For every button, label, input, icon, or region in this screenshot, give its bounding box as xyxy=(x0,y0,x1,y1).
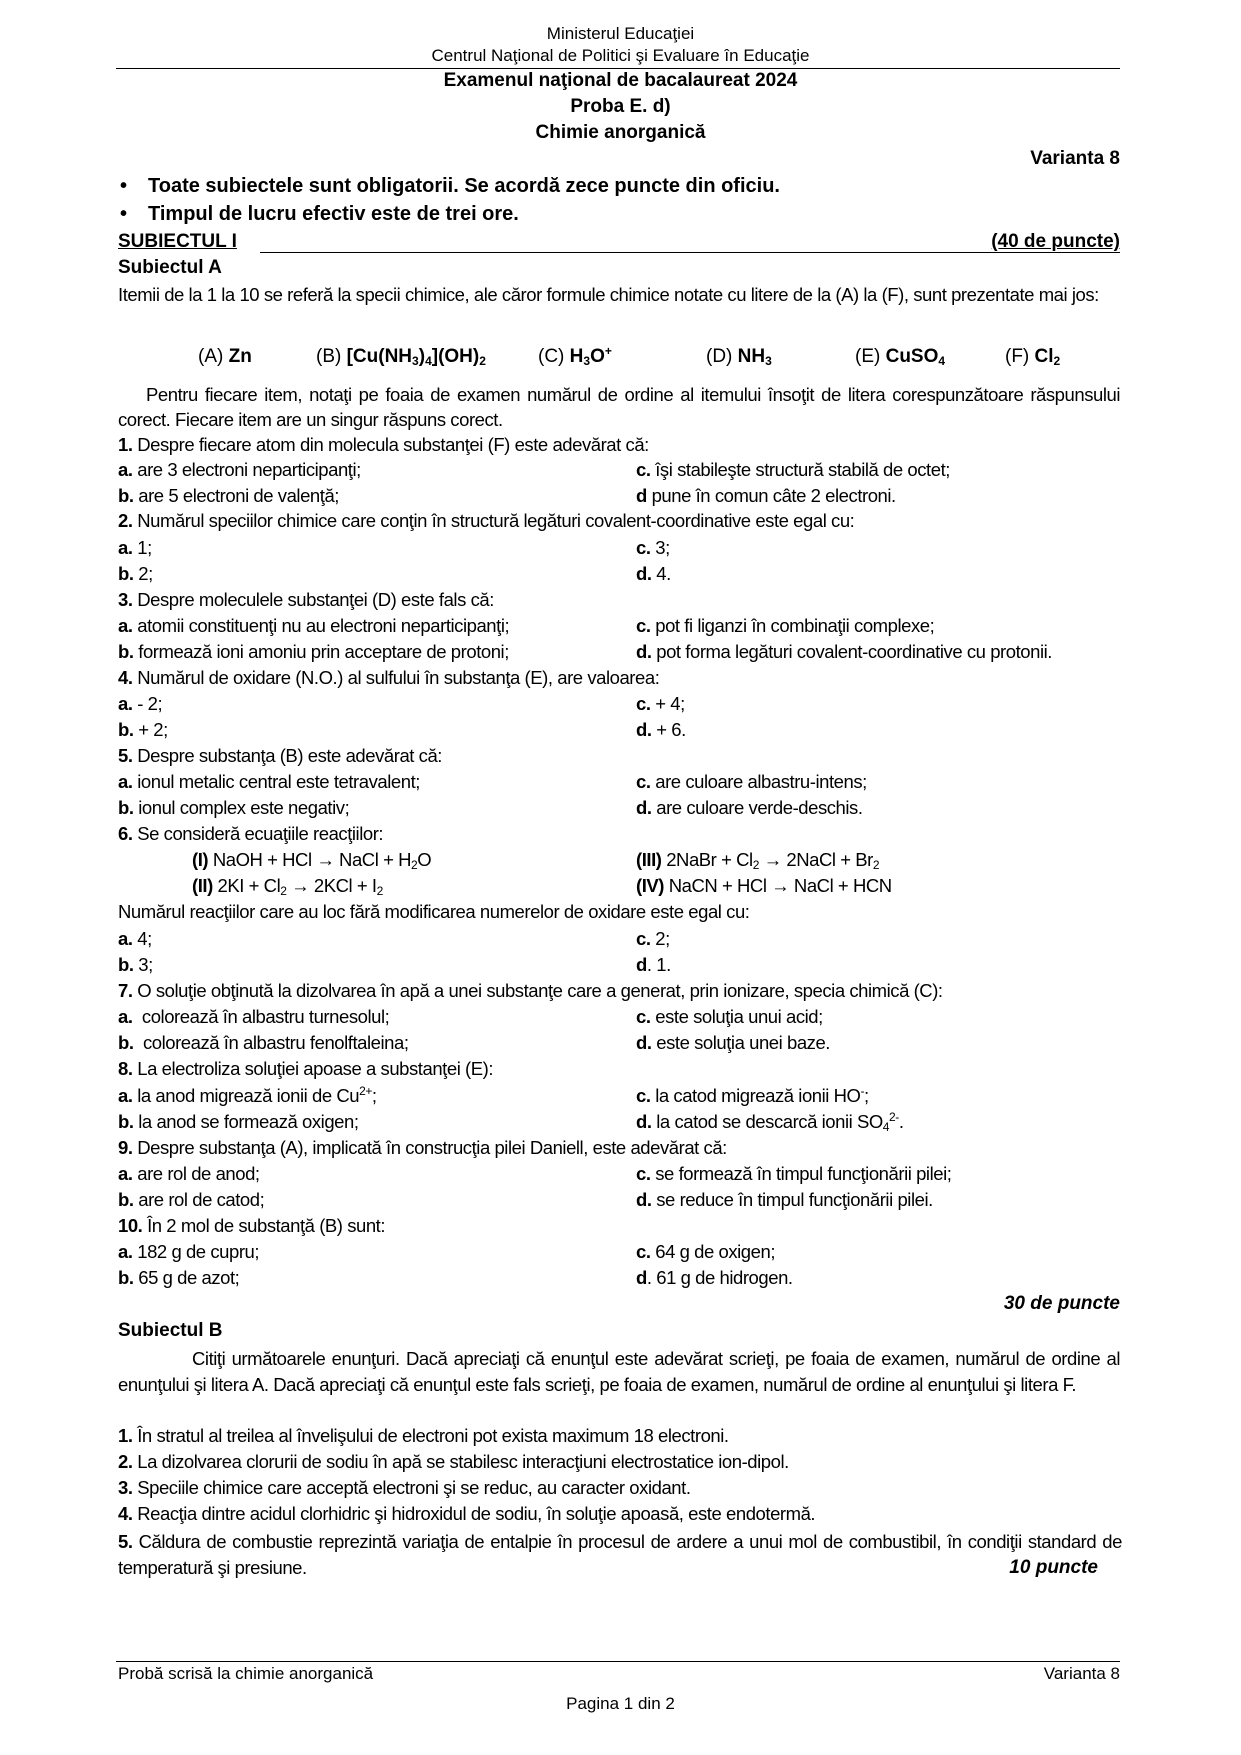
q6-option-d: d. 1. xyxy=(636,954,671,975)
q5-option-c: c. are culoare albastru-intens; xyxy=(636,771,867,792)
q6-reaction-II: (II) $2KI + Cl_2 \to 2KCl + I_2$ xyxy=(192,875,383,898)
subB-item-3: 3. Speciile chimice care acceptă electroni şi se reduc, au caracter oxidant. xyxy=(118,1477,691,1498)
subA-title: Subiectul A xyxy=(118,257,222,278)
header-divider xyxy=(116,68,1120,69)
q8-option-d: d. la catod se descarcă ionii $SO_4^{2-}$. xyxy=(636,1110,904,1134)
page-number: Pagina 1 din 2 xyxy=(566,1694,675,1713)
subA-intro: Itemii de la 1 la 10 se referă la specii chimice, ale căror formule chimice notate cu litere de la (A) la (F), sunt prezentate mai jos: xyxy=(118,284,1099,305)
subB-item-2: 2. La dizolvarea clorurii de sodiu în apă se stabilesc interacţiuni electrostatice ion-dipol. xyxy=(118,1451,789,1472)
subB-item-4: 4. Reacţia dintre acidul clorhidric şi hidroxidul de sodiu, în soluţie apoasă, este endotermă. xyxy=(118,1503,816,1524)
section-title: SUBIECTUL I xyxy=(118,231,237,252)
q3-option-a: a. atomii constituenţi nu au electroni neparticipanţi; xyxy=(118,615,510,636)
subB-item-5: 5. Căldura de combustie reprezintă variaţia de entalpie în procesul de ardere a unui mol de combustibil, în condiţii standard de temperatură şi presiune. xyxy=(118,1531,1122,1578)
q5-option-a: a. ionul metalic central este tetravalent; xyxy=(118,771,420,792)
subB-item-1: 1. În stratul al treilea al învelişului de electroni pot exista maximum 18 electroni. xyxy=(118,1425,729,1446)
q9-option-c: c. se formează în timpul funcţionării pilei; xyxy=(636,1163,952,1184)
q1-stem: 1. Despre fiecare atom din molecula substanţei (F) este adevărat că: xyxy=(118,434,649,455)
q4-stem: 4. Numărul de oxidare (N.O.) al sulfului în substanţa (E), are valoarea: xyxy=(118,667,660,688)
q1-option-c: c. îşi stabileşte structură stabilă de octet; xyxy=(636,459,950,480)
bullet-2: • Timpul de lucru efectiv este de trei ore. xyxy=(120,203,519,225)
subA-points: 30 de puncte xyxy=(1003,1293,1120,1314)
species-E: (E) CuSO$_4$ xyxy=(855,346,946,368)
q8-option-b: b. la anod se formează oxigen; xyxy=(118,1111,359,1132)
q7-option-b: b. colorează în albastru fenolftaleina; xyxy=(118,1032,409,1053)
ministry-name: Ministerul Educaţiei xyxy=(546,24,695,43)
species-C: (C) $H_3O^+$ xyxy=(538,344,612,368)
q5-option-d: d. are culoare verde-deschis. xyxy=(636,797,863,818)
proba-title: Proba E. d) xyxy=(570,96,671,117)
q7-stem: 7. O soluţie obţinută la dizolvarea în apă a unei substanţe care a generat, prin ionizare, specia chimică (C): xyxy=(118,980,943,1001)
q6-subquestion: Numărul reacţiilor care au loc fără modificarea numerelor de oxidare este egal cu: xyxy=(118,901,750,922)
q8-option-a: a. la anod migrează ionii de $Cu^{2+}$; xyxy=(118,1084,377,1106)
q3-option-c: c. pot fi liganzi în combinaţii complexe; xyxy=(636,615,935,636)
footer-divider xyxy=(116,1661,1120,1662)
q5-stem: 5. Despre substanţa (B) este adevărat că: xyxy=(118,745,442,766)
q7-option-d: d. este soluţia unei baze. xyxy=(636,1032,830,1053)
variant-label: Varianta 8 xyxy=(1030,148,1120,169)
q2-option-c: c. 3; xyxy=(636,537,670,558)
species-A: (A) Zn xyxy=(198,346,252,367)
q4-option-d: d. + 6. xyxy=(636,719,686,740)
bullet-dot-icon: • xyxy=(120,175,128,197)
footer-left: Probă scrisă la chimie anorganică xyxy=(118,1664,374,1683)
section-points: (40 de puncte) xyxy=(991,231,1120,252)
q1-option-b: b. are 5 electroni de valenţă; xyxy=(118,485,339,506)
bullet-1: • Toate subiectele sunt obligatorii. Se acordă zece puncte din oficiu. xyxy=(120,175,780,197)
q4-option-a: a. - 2; xyxy=(118,693,163,714)
q4-option-c: c. + 4; xyxy=(636,693,685,714)
q9-option-d: d. se reduce în timpul funcţionării pilei. xyxy=(636,1189,933,1210)
species-B: (B) $[Cu(NH_3)_4](OH)_2$ xyxy=(316,346,486,368)
q3-option-b: b. formează ioni amoniu prin acceptare de protoni; xyxy=(118,641,509,662)
q6-option-c: c. 2; xyxy=(636,928,670,949)
q10-option-b: b. 65 g de azot; xyxy=(118,1267,240,1288)
q1-option-a: a. are 3 electroni neparticipanţi; xyxy=(118,459,361,480)
q8-option-c: c. la catod migrează ionii HO-; xyxy=(636,1084,869,1106)
subject-title: Chimie anorganică xyxy=(535,122,706,143)
species-F: (F) $Cl_2$ xyxy=(1005,346,1061,368)
species-D: (D) $NH_3$ xyxy=(706,346,772,368)
q6-option-b: b. 3; xyxy=(118,954,153,975)
q8-stem: 8. La electroliza soluţiei apoase a substanţei (E): xyxy=(118,1058,494,1079)
q9-option-a: a. are rol de anod; xyxy=(118,1163,260,1184)
subB-title: Subiectul B xyxy=(118,1320,223,1341)
q9-option-b: b. are rol de catod; xyxy=(118,1189,265,1210)
subB-instructions: Citiţi următoarele enunţuri. Dacă apreciaţi că enunţul este adevărat scrieţi, pe foaia de examen, numărul de ordine al enunţului şi litera A. Dacă apreciaţi că enunţul este fals scrieţi, pe foaia de examen, numărul de ordine al enunţului şi litera F. xyxy=(118,1348,1120,1395)
q7-option-c: c. este soluţia unui acid; xyxy=(636,1006,823,1027)
q2-option-a: a. 1; xyxy=(118,537,152,558)
q2-option-d: d. 4. xyxy=(636,563,671,584)
q10-option-a: a. 182 g de cupru; xyxy=(118,1241,260,1262)
bullet-dot-icon: • xyxy=(120,203,128,225)
exam-title: Examenul naţional de bacalaureat 2024 xyxy=(443,70,798,91)
q3-stem: 3. Despre moleculele substanţei (D) este fals că: xyxy=(118,589,494,610)
q4-option-b: b. + 2; xyxy=(118,719,168,740)
q5-option-b: b. ionul complex este negativ; xyxy=(118,797,350,818)
footer-variant: Varianta 8 xyxy=(1043,1664,1120,1683)
q10-option-d: d. 61 g de hidrogen. xyxy=(636,1267,793,1288)
q10-option-c: c. 64 g de oxigen; xyxy=(636,1241,776,1262)
q6-reaction-III: (III) 2NaBr + $Cl_2$ → 2NaCl + $Br_2$ xyxy=(636,849,880,872)
subB-points: 10 puncte xyxy=(1009,1557,1098,1578)
q6-reaction-IV: (IV) NaCN + HCl → NaCl + HCN xyxy=(636,875,892,896)
q10-stem: 10. În 2 mol de substanţă (B) sunt: xyxy=(118,1215,386,1236)
q6-stem: 6. Se consideră ecuaţiile reacţiilor: xyxy=(118,823,384,844)
q6-reaction-I: (I) NaOH + HCl → NaCl + $H_2O$ xyxy=(192,849,432,872)
center-name: Centrul Naţional de Politici şi Evaluare în Educaţie xyxy=(431,46,810,65)
q7-option-a: a. colorează în albastru turnesolul; xyxy=(118,1006,390,1027)
q6-option-a: a. 4; xyxy=(118,928,152,949)
q9-stem: 9. Despre substanţa (A), implicată în construcţia pilei Daniell, este adevărat că: xyxy=(118,1137,727,1158)
q2-option-b: b. 2; xyxy=(118,563,153,584)
q2-stem: 2. Numărul speciilor chimice care conţin în structură legături covalent-coordinative este egal cu: xyxy=(118,510,855,531)
q1-option-d: d pune în comun câte 2 electroni. xyxy=(636,485,896,506)
q3-option-d: d. pot forma legături covalent-coordinative cu protonii. xyxy=(636,641,1052,662)
subA-instructions: Pentru fiecare item, notaţi pe foaia de examen numărul de ordine al itemului însoţit de litera corespunzătoare răspunsului corect. Fiecare item are un singur răspuns corect. xyxy=(118,384,1120,430)
